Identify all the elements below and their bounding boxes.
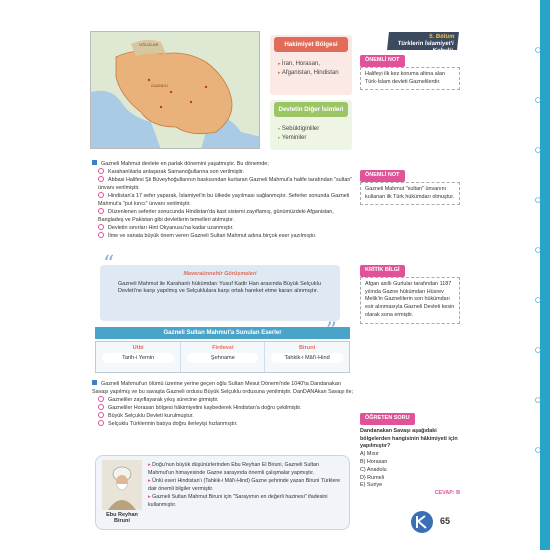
bullet-circle-icon: [98, 176, 104, 182]
names-item: ▸ Sebüktiginliler: [278, 126, 344, 132]
question-option[interactable]: C) Anadolu: [360, 466, 387, 473]
biruni-item: ▸ Gazneli Sultan Mahmut Biruni için "Sarayımın en değerli hazinesi" ifadesini kullanmıştır.: [148, 494, 344, 509]
names-box-title: Devletin Diğer İsimleri: [274, 102, 348, 117]
work-title: Tarih-i Yemin: [102, 353, 174, 363]
work-author: Biruni: [299, 345, 316, 351]
biruni-box: [95, 455, 350, 530]
second-intro: Gazneli Mahmut'un ölümü üzerine yerine geçen oğlu Sultan Mesut Dönemi'nde 1040'ta Dandanakan Savaşı yapılmış ve bu savaşta Gazneli ordusu Büyük Selçuklu ordusuna yenilmiştir. DanDANAkan Savaşı ile;: [92, 381, 353, 395]
bullet-square-icon: [92, 380, 97, 385]
lands-item: ▸ İran, Horasan,: [278, 61, 344, 67]
main-text: [92, 160, 354, 240]
names-item: ▸ Yeminiler: [278, 135, 344, 141]
bullet-circle-icon: [98, 420, 104, 426]
biruni-portrait: [102, 460, 142, 510]
main-item: Devletin sınırları Hint Okyanusu'na kadar uzanmıştır.: [108, 225, 234, 231]
main-item: Abbasi Halifesi Şii Büveyhoğullarının baskısından kurtaran Gazneli Mahmut'a halife tarafından "sultan" ünvanı verilmiştir.: [98, 177, 353, 191]
note-tag: ÖNEMLİ NOT: [360, 55, 405, 67]
quote-box: [100, 252, 340, 321]
second-item: Gazneliler Horasan bölgesi hâkimiyetini kaybederek Hindistan'a doğru çekilmiştir.: [108, 405, 302, 411]
bullet-circle-icon: [98, 208, 104, 214]
bullet-circle-icon: [98, 224, 104, 230]
map-label: OĞUZLAR: [139, 42, 159, 47]
quote-open-icon: “: [103, 252, 115, 277]
question-option[interactable]: E) Suriye: [360, 482, 383, 489]
works-table: [95, 341, 350, 373]
work-author: Firdevsi: [212, 345, 234, 351]
question-tag: ÖĞRETEN SORU: [360, 413, 415, 425]
bullet-circle-icon: [98, 232, 104, 238]
note-2: [360, 170, 460, 205]
main-intro: Gazneli Mahmut devlete en parlak dönemini yaşatmıştır. Bu dönemde;: [101, 161, 269, 167]
quote-text: Gazneli Mahmut ile Karahanlı hükümdarı Yusuf Kadir Han arasında Büyük Selçuklu Devleti'ne karşı yapılmış ve Selçuklulara karşı ortak hareket etme kararı alınmıştır.: [118, 280, 321, 294]
bullet-circle-icon: [98, 412, 104, 418]
main-item: Hindistan'a 17 sefer yaparak, İslamiyet'in bu ülkede yayılması sağlanmıştır. Seferler sonunda Gazneli Mahmut'a "put kırıcı" ünvanı verilmiştir.: [98, 193, 350, 207]
bullet-circle-icon: [98, 192, 104, 198]
biruni-name: Ebu Reyhan Biruni: [106, 512, 138, 524]
bullet-circle-icon: [98, 168, 104, 174]
work-col: [264, 342, 348, 372]
note-tag: ÖNEMLİ NOT: [360, 170, 405, 182]
note-text: Halifeyi ilk kez koruma altına alan Türk-İslam devleti Gaznelilerdir.: [360, 67, 460, 91]
section-title: Türklerin İslamiyet'i Kabulü: [397, 41, 454, 54]
lands-box-title: Hakimiyet Bölgesi: [274, 37, 348, 52]
second-item: Selçuklu Türklerinin batıya doğru ilerleyişi hızlanmıştır.: [108, 421, 238, 427]
question-option[interactable]: B) Horasan: [360, 458, 388, 465]
note-3: [360, 265, 460, 324]
work-col: [96, 342, 180, 372]
section-number: 5. Bölüm: [428, 34, 455, 40]
note-text: Gazneli Mahmut "sultan" ünvanını kullanan ilk Türk hükümdarı olmuştur.: [360, 182, 460, 206]
lands-box: [270, 35, 352, 95]
lands-item: ▸ Afganistan, Hindistan: [278, 70, 344, 76]
section-header: [387, 32, 459, 54]
main-item: Düzenlenen seferler sonucunda Hindistan'da kast sistemi zayıflamış, günümüzdeki Afganistan, Bangladeş ve Pakistan gibi devletlerin temelleri atılmıştır.: [98, 209, 334, 223]
publisher-logo-icon: [410, 510, 434, 534]
work-author: Utbi: [132, 345, 144, 351]
map-label: GAZNELİ: [151, 83, 169, 88]
main-item: İlme ve sanata büyük önem veren Gazneli Sultan Mahmut adına birçok eser yazılmıştır.: [108, 233, 317, 239]
second-item: Gazneliler zayıflayarak yıkış sürecine girmiştir.: [108, 397, 219, 403]
work-title: Tahkik-i Mâl'i-Hind: [271, 353, 342, 363]
note-text: Afgan asıllı Gurlular tarafından 1187 yılında Gazne hükümdarı Hüsrev Melik'in Gaznelilerin son hükümdarı esir alınmasıyla Gazneli Devleti kesin olarak sona ermiştir.: [360, 277, 460, 324]
question-option[interactable]: D) Rumeli: [360, 474, 384, 481]
historical-map: [90, 31, 260, 149]
note-tag: KRİTİK BİLGİ: [360, 265, 405, 277]
page-number: 65: [440, 516, 451, 526]
biruni-text: [148, 462, 344, 510]
main-item: Karahanlılarla anlaşarak Samanoğullarına son verilmiştir.: [108, 169, 245, 175]
works-title: Gazneli Sultan Mahmut'a Sunulan Eserler: [95, 327, 350, 339]
biruni-item: ▸ Ünlü eseri Hindistan'ı (Tahkik-i Mâl'i-Hind) Gazne şehrinde yazan Biruni Türklere dair önemli bilgiler vermiştir.: [148, 478, 344, 493]
biruni-item: ▸ Doğu'nun büyük düşünürlerinden Ebu Reyhan El Biruni, Gazneli Sultan Mahmut'un himayesinde Gazne sarayında önemli çalışmalar yapmıştır.: [148, 462, 344, 477]
quote-title: Maveraünnehir Görüşmeleri: [183, 271, 257, 277]
work-col: [180, 342, 264, 372]
bullet-circle-icon: [98, 396, 104, 402]
second-text: [92, 380, 354, 428]
question-box: [360, 413, 460, 498]
question-option[interactable]: A) Mısır: [360, 451, 379, 458]
side-ribbon: [462, 0, 550, 550]
note-1: [360, 55, 460, 90]
bullet-circle-icon: [98, 404, 104, 410]
question-answer: CEVAP: B: [434, 490, 460, 497]
second-item: Büyük Selçuklu Devleti kurulmuştur.: [108, 413, 194, 419]
names-box: [270, 100, 352, 150]
question-text: Dandanakan Savaşı aşağıdaki bölgelerden hangisinin hâkimiyeti için yapılmıştır?: [360, 427, 458, 450]
bullet-square-icon: [92, 160, 97, 165]
work-title: Şehname: [187, 353, 258, 363]
